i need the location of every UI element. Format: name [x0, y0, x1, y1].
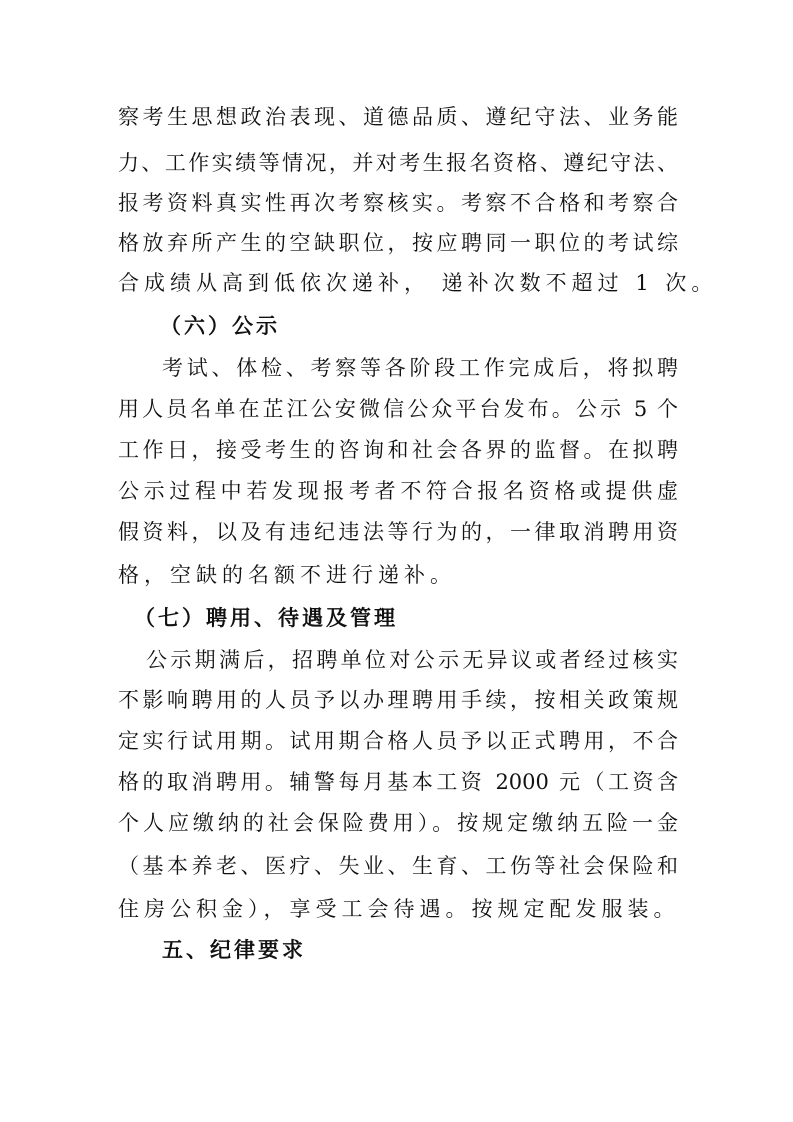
paragraph-line: 报考资料真实性再次考察核实。考察不合格和考察合	[118, 191, 678, 215]
paragraph-line: 个人应缴纳的社会保险费用）。按规定缴纳五险一金	[118, 811, 678, 835]
paragraph-line: 用人员名单在芷江公安微信公众平台发布。公示 5 个	[118, 397, 678, 421]
section-heading: 五、纪律要求	[162, 938, 306, 962]
paragraph-line: 力、工作实绩等情况，并对考生报名资格、遵纪守法、	[118, 151, 678, 175]
section-heading: （七）聘用、待遇及管理	[134, 606, 398, 630]
paragraph-line: 察考生思想政治表现、道德品质、遵纪守法、业务能	[118, 105, 678, 129]
paragraph-line: 合成绩从高到低依次递补， 递补次数不超过 1 次。	[118, 271, 718, 295]
paragraph-line: 工作日，接受考生的咨询和社会各界的监督。在拟聘	[118, 438, 678, 462]
paragraph-line: （基本养老、医疗、失业、生育、工伤等社会保险和	[118, 854, 678, 878]
paragraph-line: 格的取消聘用。辅警每月基本工资 2000 元（工资含	[118, 770, 678, 794]
paragraph-line: 定实行试用期。试用期合格人员予以正式聘用，不合	[118, 729, 678, 753]
paragraph-line: 公示过程中若发现报考者不符合报名资格或提供虚	[118, 479, 678, 503]
paragraph-line: 格，空缺的名额不进行递补。	[118, 563, 456, 587]
paragraph-line: 不影响聘用的人员予以办理聘用手续，按相关政策规	[118, 688, 678, 712]
paragraph-line: 考试、体检、考察等各阶段工作完成后，将拟聘	[162, 356, 678, 380]
paragraph-line: 公示期满后，招聘单位对公示无异议或者经过核实	[146, 648, 678, 672]
paragraph-line: 住房公积金），享受工会待遇。按规定配发服装。	[118, 897, 680, 921]
section-heading: （六）公示	[160, 314, 280, 338]
paragraph-line: 格放弃所产生的空缺职位，按应聘同一职位的考试综	[118, 231, 678, 255]
paragraph-line: 假资料，以及有违纪违法等行为的，一律取消聘用资	[118, 520, 678, 544]
